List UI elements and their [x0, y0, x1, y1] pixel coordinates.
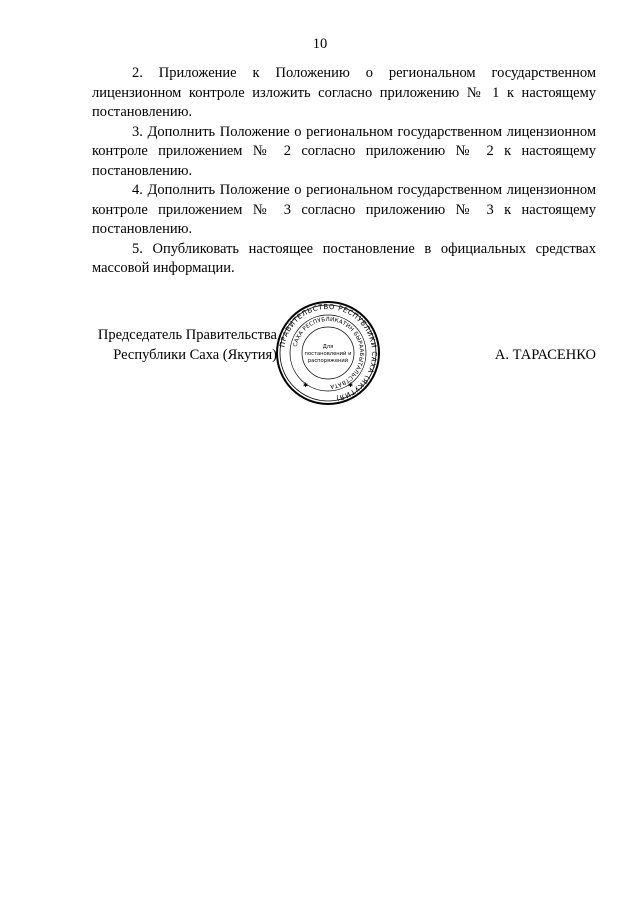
paragraph-3: 3. Дополнить Положение о региональном государственном лицензионном контроле приложением № 2 согласно приложению № 2 к настоящему постановлению. — [92, 123, 596, 179]
seal-center-line2: постановлений и — [304, 351, 352, 357]
paragraph-5: 5. Опубликовать настоящее постановление в официальных средствах массовой информации. — [92, 240, 596, 276]
official-seal-stamp — [275, 300, 381, 406]
seal-center-line3: распоряжений — [307, 358, 349, 364]
seal-star-icon-right: ✱ — [348, 382, 354, 389]
seal-star-icon-left: ✱ — [303, 382, 309, 389]
paragraph-4: 4. Дополнить Положение о региональном государственном лицензионном контроле приложением № 3 согласно приложению № 3 к настоящему постановлению. — [92, 182, 596, 237]
signatory-name: А. ТАРАСЕНКО — [494, 347, 596, 363]
signatory-title-line2: Республики Саха (Якутия) — [113, 346, 277, 363]
signature-block — [92, 302, 596, 416]
seal-inner-text: САХА РЕСПУБЛИКАТИН БЫРААБЫТАЛЬСТВАТА — [292, 316, 365, 389]
paragraph-2: 2. Приложение к Положению о региональном государственном лицензионном контроле изложить согласно приложению № 1 к настоящему постановлению. — [92, 65, 596, 120]
seal-center-line1: Для — [322, 344, 334, 350]
seal-outer-text: ПРАВИТЕЛЬСТВО РЕСПУБЛИКИ САХА (ЯКУТИЯ) — [278, 302, 379, 403]
signatory-title-line1: Председатель Правительства — [97, 327, 277, 343]
page-number: 10 — [312, 36, 328, 52]
document-body — [92, 64, 596, 279]
signatory-title — [92, 326, 277, 365]
